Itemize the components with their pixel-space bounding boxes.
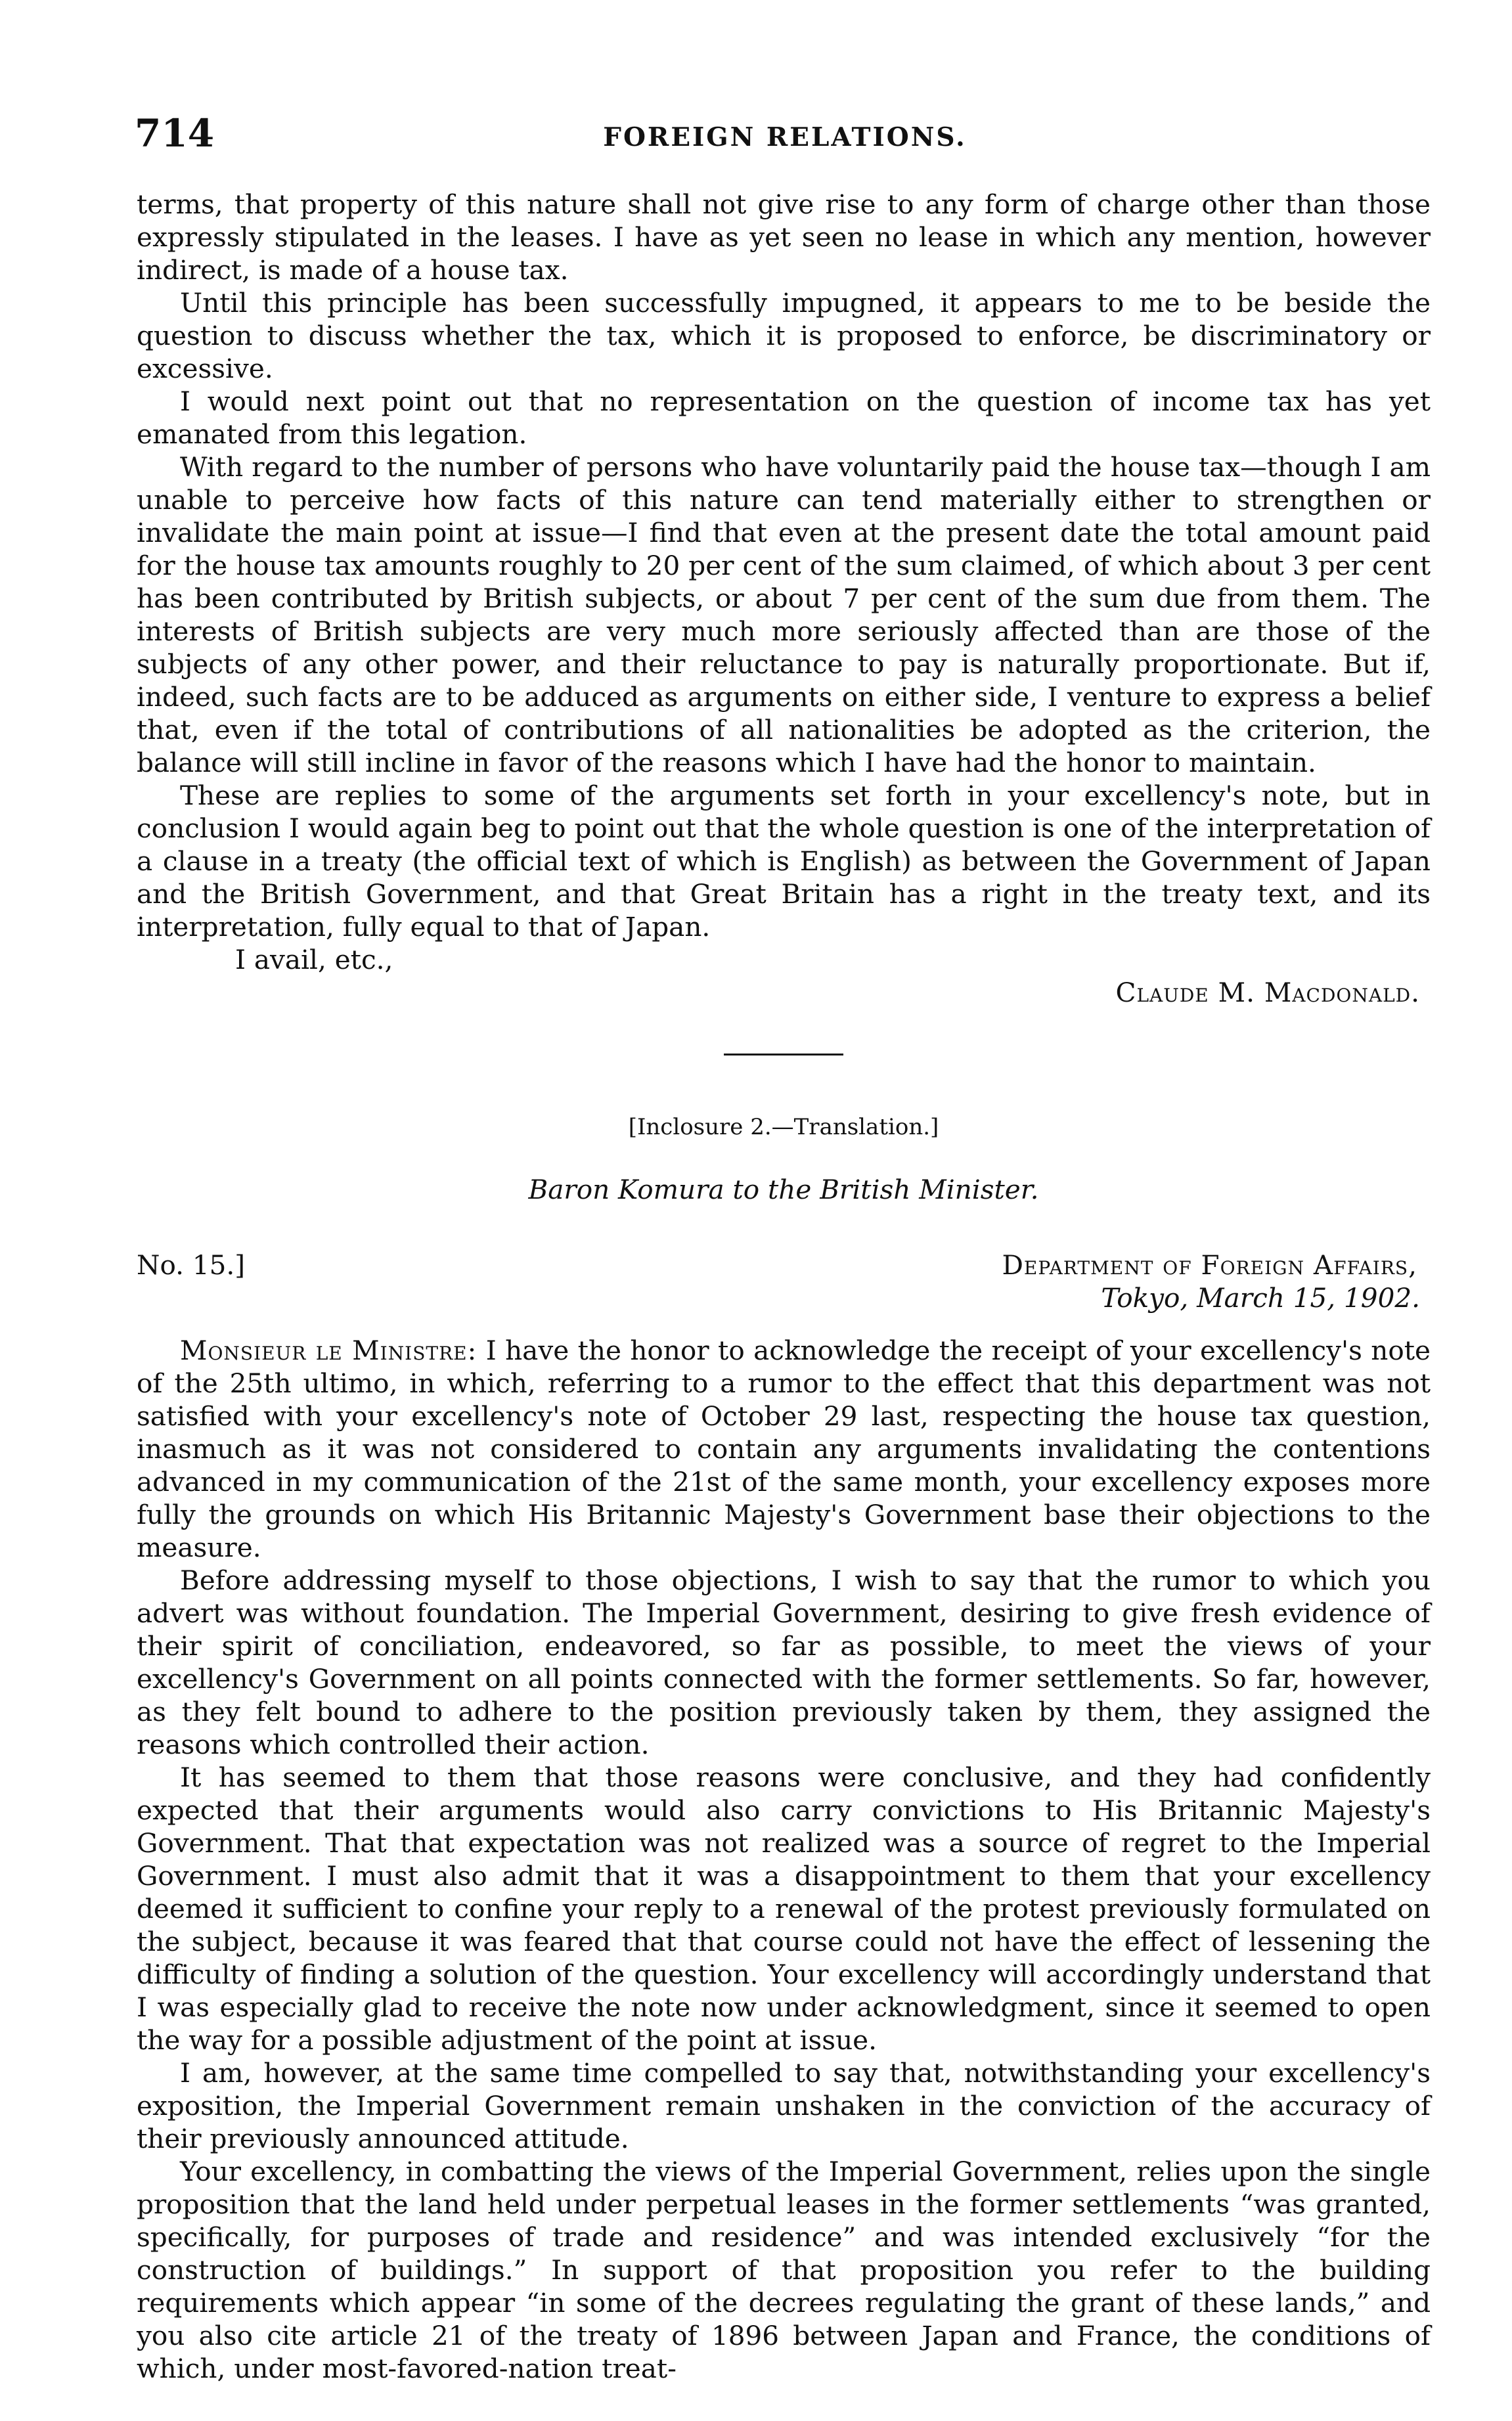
running-head: FOREIGN RELATIONS. bbox=[603, 122, 967, 152]
department-name: Department of Foreign Affairs, bbox=[1002, 1249, 1417, 1281]
opening-paragraph bbox=[137, 1334, 1431, 1564]
page-header bbox=[135, 110, 1435, 156]
section-divider bbox=[724, 1054, 843, 1055]
paragraph: These are replies to some of the arguments set forth in your excellency's note, but in conclusion I would again beg to point out that the whole question is one of the interpretation of a clause in a treaty (the official text of which is English) as between the Government of Japan and the British Government, and that Great Britain has a right in the treaty text, and its interpretation, fully equal to that of Japan. bbox=[137, 780, 1431, 943]
paragraph: Your excellency, in combatting the views of the Imperial Government, relies upon the single proposition that the land held under perpetual leases in the former settlements “was granted, specifically, for purposes of trade and residence” and was intended exclusively “for the construction of buildings.” In support of that proposition you refer to the building requirements which appear “in some of the decrees regulating the grant of these lands,” and you also cite article 21 of the treaty of 1896 between Japan and France, the conditions of which, under most-favored-nation treat- bbox=[137, 2156, 1431, 2384]
letter-title: Baron Komura to the British Minister. bbox=[528, 1174, 1039, 1205]
place-date: Tokyo, March 15, 1902. bbox=[1101, 1282, 1420, 1314]
letter-number: No. 15.] bbox=[137, 1249, 246, 1281]
paragraph: I am, however, at the same time compelled to say that, notwithstanding your excellency's exposition, the Imperial Government remain unshaken in the conviction of the accuracy of their previously announced attitude. bbox=[137, 2057, 1431, 2154]
opening-paragraph-text: I have the honor to acknowledge the receipt of your excellency's note of the 25th ultimo, in which, referring to a rumor to the effect that this department was not satisfied with your excellency's note of October 29 last, respecting the house tax question, inasmuch as it was not considered to contain any arguments invalidating the contentions advanced in my communication of the 21st of the same month, your excellency exposes more fully the grounds on which His Britannic Majesty's Government base their objections to the measure. bbox=[137, 1335, 1431, 1563]
paragraph-continuation: terms, that property of this nature shall not give rise to any form of charge other than those expressly stipulated in the leases. I have as yet seen no lease in which any mention, however indirect, is made of a house tax. bbox=[137, 189, 1431, 286]
paragraph: Until this principle has been successfully impugned, it appears to me to be beside the question to discuss whether the tax, which it is proposed to enforce, be discriminatory or excessive. bbox=[137, 287, 1431, 384]
letter-heading bbox=[137, 1249, 1431, 1314]
page-number: 714 bbox=[135, 111, 215, 156]
salutation: Monsieur le Ministre: bbox=[180, 1335, 478, 1366]
paragraph: Before addressing myself to those objections, I wish to say that the rumor to which you advert was without foundation. The Imperial Government, desiring to give fresh evidence of their spirit of conciliation, endeavored, so far as possible, to meet the views of your excellency's Government on all points connected with the former settlements. So far, however, as they felt bound to adhere to the position previously taken by them, they assigned the reasons which controlled their action. bbox=[137, 1565, 1431, 1760]
paragraph: It has seemed to them that those reasons were conclusive, and they had confidently expected that their arguments would also carry convictions to His Britannic Majesty's Government. That that expectation was not realized was a source of regret to the Imperial Government. I must also admit that it was a disappointment to them that your excellency deemed it sufficient to confine your reply to a renewal of the protest previously formulated on the subject, because it was feared that that course could not have the effect of lessening the difficulty of finding a solution of the question. Your excellency will accordingly understand that I was especially glad to receive the note now under acknowledgment, since it seemed to open the way for a possible adjustment of the point at issue. bbox=[137, 1762, 1431, 2056]
inclosure-label: [Inclosure 2.—Translation.] bbox=[628, 1114, 939, 1140]
closing-line: I avail, etc., bbox=[235, 944, 393, 975]
paragraph: I would next point out that no representation on the question of income tax has yet emanated from this legation. bbox=[137, 386, 1431, 450]
signature: Claude M. Macdonald. bbox=[1115, 977, 1420, 1008]
body-text bbox=[137, 188, 1431, 2385]
paragraph: With regard to the number of persons who have voluntarily paid the house tax—though I am unable to perceive how facts of this nature can tend materially either to strengthen or invalidate the main point at issue—I find that even at the present date the total amount paid for the house tax amounts roughly to 20 per cent of the sum claimed, of which about 3 per cent has been contributed by British subjects, or about 7 per cent of the sum due from them. The interests of British subjects are very much more seriously affected than are those of the subjects of any other power, and their reluctance to pay is naturally proportionate. But if, indeed, such facts are to be adduced as arguments on either side, I venture to express a belief that, even if the total of contributions of all nationalities be adopted as the criterion, the balance will still incline in favor of the reasons which I have had the honor to maintain. bbox=[137, 451, 1431, 778]
